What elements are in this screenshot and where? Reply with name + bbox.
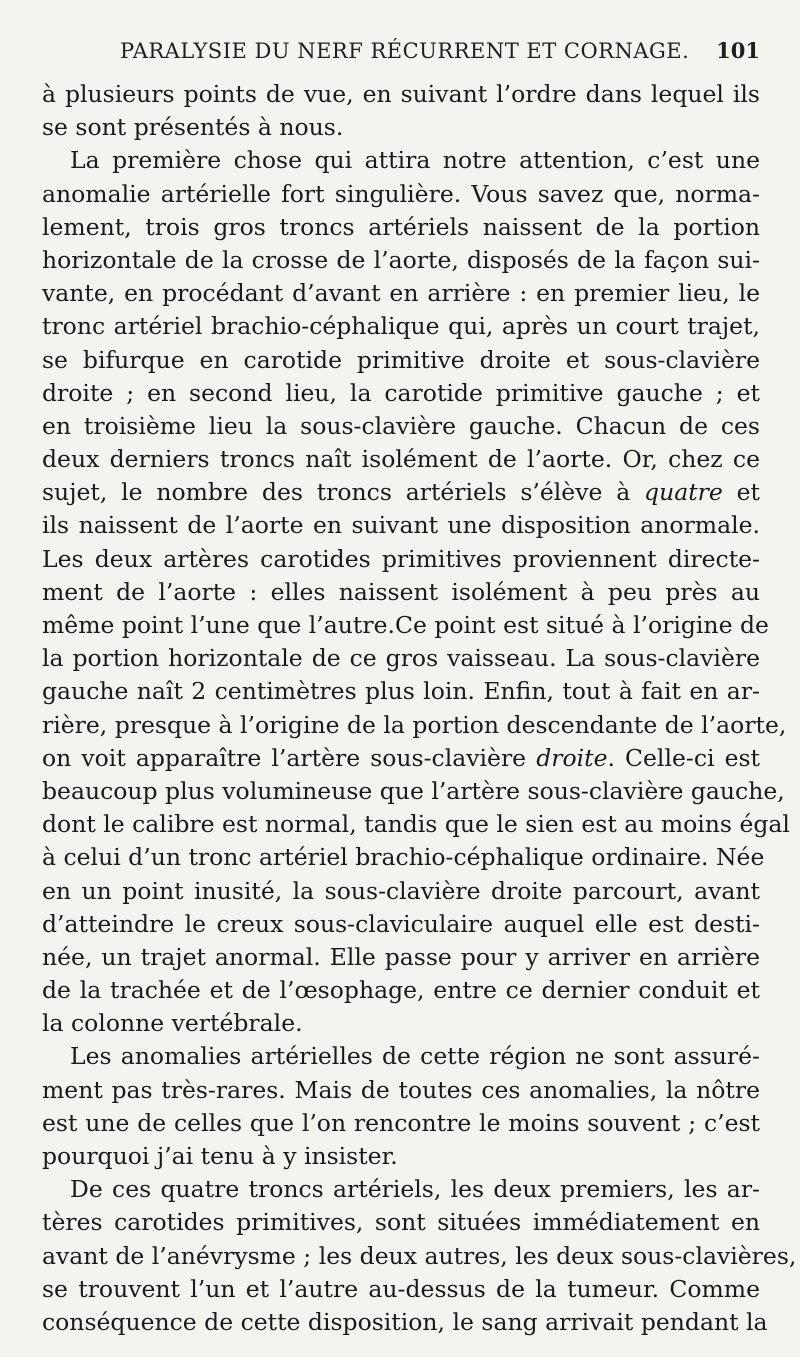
text-line: ment pas très-rares. Mais de toutes ces anomalies, la nôtre <box>42 1075 760 1104</box>
text-line: en troisième lieu la sous-clavière gauche. Chacun de ces <box>42 411 760 440</box>
text-line: conséquence de cette disposition, le sang arrivait pendant la <box>42 1307 768 1336</box>
text-line-with-italic <box>42 476 760 509</box>
italic-word: droite <box>536 743 608 772</box>
text-line: ils naissent de l’aorte en suivant une disposition anormale. <box>42 511 760 540</box>
text-line: Les deux artères carotides primitives proviennent directe- <box>42 544 760 573</box>
text-line: lement, trois gros troncs artériels naissent de la portion <box>42 212 760 241</box>
text-line: se sont présentés à nous. <box>42 113 344 142</box>
text-line: anomalie artérielle fort singulière. Vous savez que, norma- <box>42 179 760 208</box>
text-line: dont le calibre est normal, tandis que le sien est au moins égal <box>42 810 790 839</box>
text-line: pourquoi j’ai tenu à y insister. <box>42 1142 398 1170</box>
paragraph-start-line: De ces quatre troncs artériels, les deux premiers, les ar- <box>70 1175 760 1204</box>
text-line: la portion horizontale de ce gros vaisseau. La sous-clavière <box>42 644 760 673</box>
body-text <box>42 78 797 1339</box>
text-line: se trouvent l’un et l’autre au-dessus de la tumeur. Comme <box>42 1274 760 1303</box>
text-line: de la trachée et de l’œsophage, entre ce dernier conduit et <box>42 976 760 1005</box>
line-segment: sujet, le nombre des troncs artériels s’élève à <box>42 478 631 507</box>
text-line: droite ; en second lieu, la carotide primitive gauche ; et <box>42 378 760 407</box>
line-segment: on voit apparaître l’artère sous-clavière <box>42 743 527 772</box>
text-line: vante, en procédant d’avant en arrière : en premier lieu, le <box>42 279 760 308</box>
text-line: gauche naît 2 centimètres plus loin. Enfin, tout à fait en ar- <box>42 677 760 706</box>
page-number: 101 <box>716 38 760 63</box>
text-line: tronc artériel brachio-céphalique qui, après un court trajet, <box>42 312 760 341</box>
text-line: horizontale de la crosse de l’aorte, disposés de la façon sui- <box>42 245 760 274</box>
text-line: d’atteindre le creux sous-claviculaire auquel elle est desti- <box>42 909 760 938</box>
text-line: à celui d’un tronc artériel brachio-céphalique ordinaire. Née <box>42 843 765 872</box>
text-line: rière, presque à l’origine de la portion descendante de l’aorte, <box>42 710 787 739</box>
text-line: se bifurque en carotide primitive droite et sous-clavière <box>42 345 760 374</box>
text-line: est une de celles que l’on rencontre le moins souvent ; c’est <box>42 1108 760 1137</box>
text-line: beaucoup plus volumineuse que l’artère sous-clavière gauche, <box>42 776 785 805</box>
italic-word: quatre <box>644 478 723 507</box>
text-line: en un point inusité, la sous-clavière droite parcourt, avant <box>42 876 760 905</box>
text-line: la colonne vertébrale. <box>42 1009 303 1038</box>
text-line: même point l’une que l’autre.Ce point est situé à l’origine de <box>42 611 769 639</box>
line-segment: et <box>736 478 760 507</box>
text-line: ment de l’aorte : elles naissent isolément à peu près au <box>42 577 760 606</box>
text-line-with-italic <box>42 742 760 775</box>
text-line: deux derniers troncs naît isolément de l’aorte. Or, chez ce <box>42 445 760 474</box>
paragraph-start-line: La première chose qui attira notre attention, c’est une <box>70 146 760 175</box>
text-line: née, un trajet anormal. Elle passe pour y arriver en arrière <box>42 942 760 971</box>
text-line: tères carotides primitives, sont situées immédiatement en <box>42 1208 760 1237</box>
line-segment: . Celle-ci est <box>607 743 760 772</box>
running-title: PARALYSIE DU NERF RÉCURRENT ET CORNAGE. <box>120 39 690 63</box>
page-header <box>120 38 760 70</box>
text-line: à plusieurs points de vue, en suivant l’ordre dans lequel ils <box>42 80 760 108</box>
paragraph-start-line: Les anomalies artérielles de cette région ne sont assuré- <box>70 1042 760 1071</box>
text-line: avant de l’anévrysme ; les deux autres, les deux sous-clavières, <box>42 1241 797 1270</box>
